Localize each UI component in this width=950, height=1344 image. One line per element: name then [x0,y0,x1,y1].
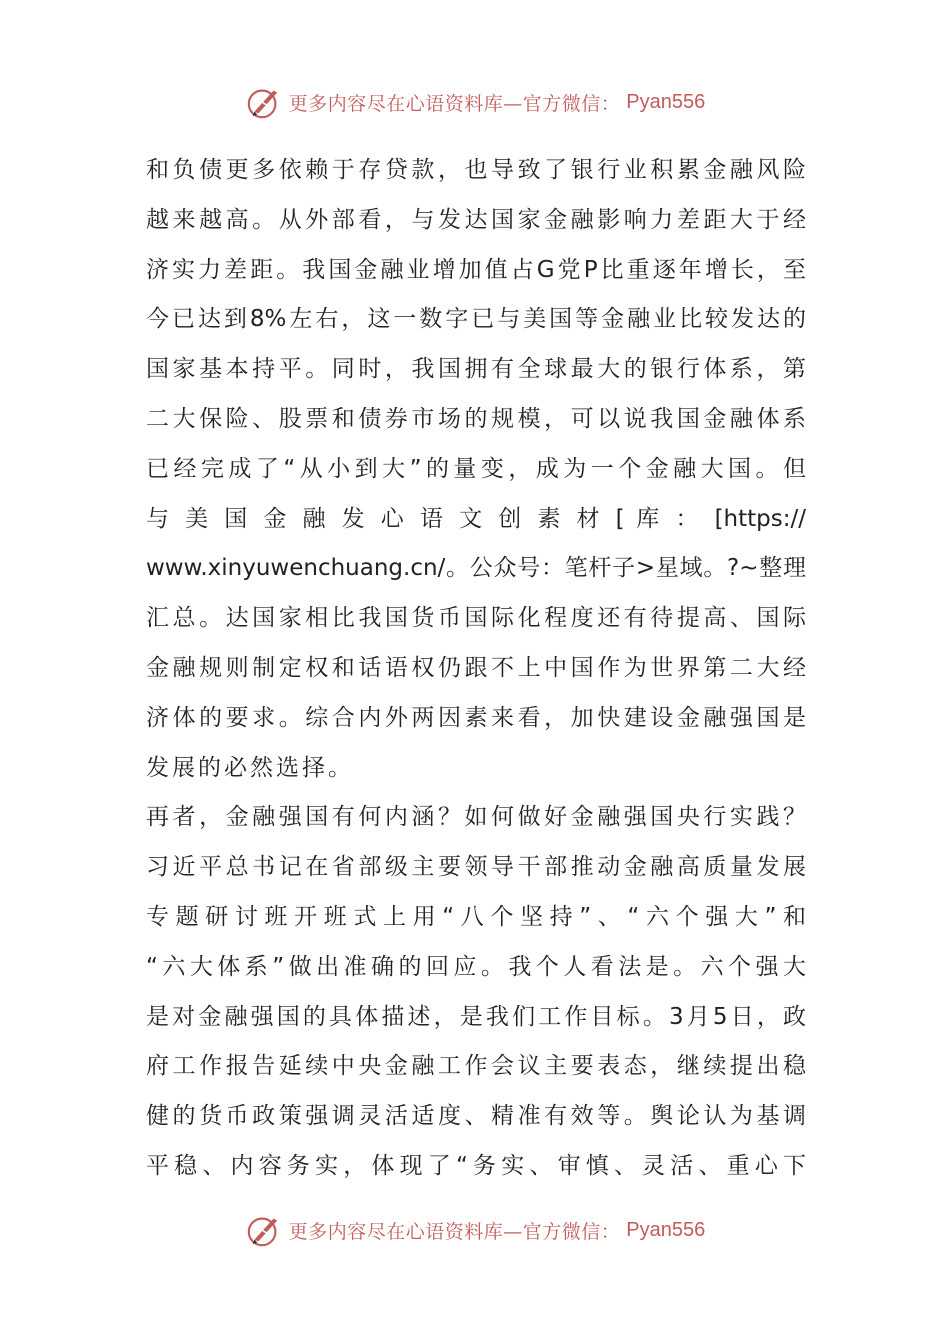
footer-banner-text: 更多内容尽在心语资料库—官方微信： [288,1220,621,1243]
document-body [146,146,806,1192]
footer-banner [0,1210,950,1250]
pen-logo-icon [245,1211,283,1249]
body-line: www.xinyuwenchuang.cn/。公众号：笔杆子>星域。?~整理 [146,555,806,582]
body-line: 发展的必然选择。 [146,754,354,781]
body-line: 国家基本持平。同时，我国拥有全球最大的银行体系，第 [146,356,806,383]
body-line: 是对金融强国的具体描述，是我们工作目标。3月5日，政 [146,1003,806,1030]
header-wechat-handle: Pyan556 [626,90,706,113]
body-line: 越来越高。从外部看，与发达国家金融影响力差距大于经 [146,206,806,233]
body-line: 再者，金融强国有何内涵？如何做好金融强国央行实践？ [146,804,806,831]
body-line: 专题研讨班开班式上用“八个坚持”、“六个强大”和 [146,903,806,930]
footer-wechat-handle: Pyan556 [626,1218,706,1241]
body-line: 今已达到8%左右，这一数字已与美国等金融业比较发达的 [146,306,806,333]
body-line: 已经完成了“从小到大”的量变，成为一个金融大国。但 [146,455,806,482]
body-line: 平稳、内容务实，体现了“务实、审慎、灵活、重心下 [146,1152,806,1179]
body-line: 和负债更多依赖于存贷款，也导致了银行业积累金融风险 [146,157,806,183]
header-banner-text: 更多内容尽在心语资料库—官方微信： [288,92,621,115]
body-line: 金融规则制定权和话语权仍跟不上中国作为世界第二大经 [146,654,806,681]
body-line: 健的货币政策强调灵活适度、精准有效等。舆论认为基调 [146,1103,806,1130]
body-line: “六大体系”做出准确的回应。我个人看法是。六个强大 [146,953,806,980]
body-line: 济实力差距。我国金融业增加值占G党P比重逐年增长，至 [146,256,806,283]
header-banner [0,82,950,122]
body-line: 汇总。达国家相比我国货币国际化程度还有待提高、国际 [146,605,806,632]
body-line: 府工作报告延续中央金融工作会议主要表态，继续提出稳 [146,1053,806,1080]
pen-logo-icon [245,83,283,121]
body-line: 与 美 国 金 融 发 心 语 文 创 素 材 [ 库 ： [https:// [146,505,806,532]
body-line: 济体的要求。综合内外两因素来看，加快建设金融强国是 [146,704,806,731]
body-line: 习近平总书记在省部级主要领导干部推动金融高质量发展 [146,854,806,881]
body-line: 二大保险、股票和债券市场的规模，可以说我国金融体系 [146,405,806,432]
